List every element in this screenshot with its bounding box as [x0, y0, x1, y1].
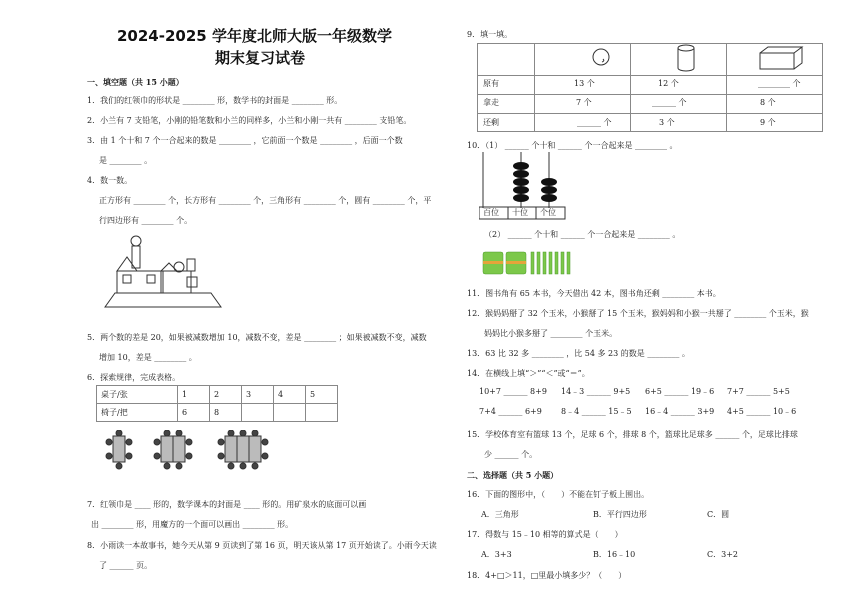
q9-cell: ______ 个	[652, 98, 687, 107]
question-16: 16．下面的图形中，（ ）不能在钉子板上围出。	[467, 490, 650, 499]
q9-cell: 3 个	[659, 118, 675, 127]
choice-option: C．圆	[707, 510, 730, 519]
choice-option: A．3+3	[481, 550, 512, 559]
question-3-line1: 3．由 1 个十和 7 个一合起来的数是 ________ ，它前面一个数是 ________ ，后面一个数	[87, 136, 403, 145]
question-5-line2: 增加 10，差是 ________ 。	[99, 353, 197, 362]
page-title-line2: 期末复习试卷	[215, 49, 306, 67]
page-title-line1: 2024-2025 学年度北师大版一年级数学	[117, 27, 392, 45]
question-10-part1: 10．（1） ______ 个十和 ______ 个一合起来是 ________ 。	[467, 141, 678, 150]
question-15-line2: 少 ______ 个。	[484, 450, 538, 459]
question-11: 11．图书角有 65 本书，今天借出 42 本，图书角还剩 ________ 本书。	[467, 289, 721, 298]
table-cell: 椅子/把	[97, 404, 178, 422]
choice-option: B．16﹣10	[593, 550, 636, 559]
table-cell	[242, 404, 274, 422]
choice-option: A．三角形	[481, 510, 519, 519]
question-10-part2: （2） ______ 个十和 ______ 个一合起来是 ________ 。	[484, 230, 681, 239]
question-15-line1: 15．学校体育室有篮球 13 个，足球 6 个，排球 8 个，篮球比足球多 ______ 个，足球比排球	[467, 430, 798, 439]
abacus-label-hundreds: 百位	[483, 208, 499, 217]
question-9: 9．填一填。	[467, 30, 513, 39]
compare-item: 8﹣4 ______ 15﹣5	[561, 407, 632, 416]
question-4: 4．数一数。	[87, 176, 133, 185]
q9-cell: 7 个	[576, 98, 592, 107]
q9-cell: 12 个	[658, 79, 679, 88]
table-cell: 桌子/张	[97, 386, 178, 404]
q9-cell: 13 个	[574, 79, 595, 88]
table-row	[97, 404, 338, 422]
table-cell: 5	[305, 386, 337, 404]
cylinder-icon	[676, 44, 696, 72]
question-2: 2．小兰有 7 支铅笔，小刚的铅笔数和小兰的同样多，小兰和小刚一共有 ________ 支铅笔。	[87, 116, 412, 125]
compare-item: 4+5 ______ 10﹣6	[727, 407, 797, 416]
shapes-train-figure	[103, 233, 223, 313]
compare-item: 10+7 ______ 8+9	[479, 387, 547, 396]
question-18: 18．4+□＞11，□里最小填多少？（ ）	[467, 571, 627, 580]
question-7-line1: 7．红领巾是 ____ 形的，数学课本的封面是 ____ 形的。用矿泉水的底面可以画	[87, 500, 367, 509]
q9-cell: 8 个	[760, 98, 776, 107]
table-cell: 6	[178, 404, 210, 422]
sphere-icon	[591, 46, 611, 68]
question-14: 14．在横线上填“＞”“＜”或“＝”。	[467, 369, 590, 378]
question-4-line1: 正方形有 ________ 个，长方形有 ________ 个，三角形有 ________ 个，圆有 ________ 个，平	[99, 196, 432, 205]
table-desks-chairs	[96, 385, 338, 422]
question-5-line1: 5．两个数的差是 20，如果被减数增加 10，减数不变，差是 ________ ；如果被减数不变，减数	[87, 333, 427, 342]
question-13: 13．63 比 32 多 ________ ，比 54 多 23 的数是 ________ 。	[467, 349, 690, 358]
question-12-line1: 12．猴妈妈掰了 32 个玉米，小猴掰了 15 个玉米，猴妈妈和小猴一共掰了 ________ 个玉米，猴	[467, 309, 809, 318]
abacus-label-tens: 十位	[512, 208, 528, 217]
desks-chairs-illustration	[103, 430, 303, 470]
q9-row-label: 还剩	[483, 118, 499, 127]
table-cell: 8	[210, 404, 242, 422]
table-row	[97, 386, 338, 404]
q9-cell: ______ 个	[577, 118, 612, 127]
question-8-line2: 了 ______ 页。	[99, 561, 153, 570]
table-cell	[305, 404, 337, 422]
q9-row-label: 原有	[483, 79, 499, 88]
compare-item: 7+4 ______ 6+9	[479, 407, 542, 416]
compare-item: 14﹣3 ______ 9+5	[561, 387, 631, 396]
table-cell: 4	[273, 386, 305, 404]
table-cell	[273, 404, 305, 422]
question-8-line1: 8．小雨读一本故事书，她今天从第 9 页读到了第 16 页，明天该从第 17 页开始读了。小雨今天读	[87, 541, 437, 550]
question-4-line2: 行四边形有 ________ 个。	[99, 216, 193, 225]
question-17: 17．得数与 15﹣10 相等的算式是（ ）	[467, 530, 623, 539]
section-multiple-choice: 二、选择题（共 5 小题）	[467, 470, 559, 480]
table-cell: 1	[178, 386, 210, 404]
section-fill-blank: 一、填空题（共 15 小题）	[87, 77, 184, 87]
choice-option: C．3+2	[707, 550, 739, 559]
q9-row-label: 拿走	[483, 98, 499, 107]
q9-cell: ________ 个	[758, 79, 801, 88]
question-1: 1．我们的红领巾的形状是 ________ 形，数学书的封面是 ________ 形。	[87, 96, 343, 105]
choice-option: B．平行四边形	[593, 510, 647, 519]
cuboid-icon	[758, 45, 804, 71]
q9-cell: 9 个	[760, 118, 776, 127]
table-cell: 3	[242, 386, 274, 404]
compare-item: 6+5 ______ 19﹣6	[645, 387, 715, 396]
question-6: 6．探索规律，完成表格。	[87, 373, 181, 382]
abacus-label-ones: 个位	[540, 208, 556, 217]
compare-item: 7+7 ______ 5+5	[727, 387, 790, 396]
table-cell: 2	[210, 386, 242, 404]
stick-bundles-icon	[481, 250, 576, 276]
question-7-line2: 出 ________ 形，用魔方的一个面可以画出 ________ 形。	[91, 520, 294, 529]
question-12-line2: 妈妈比小猴多掰了 ________ 个玉米。	[484, 329, 618, 338]
compare-item: 16﹣4 ______ 3+9	[645, 407, 715, 416]
question-3-line2: 是 ________ 。	[99, 156, 153, 165]
